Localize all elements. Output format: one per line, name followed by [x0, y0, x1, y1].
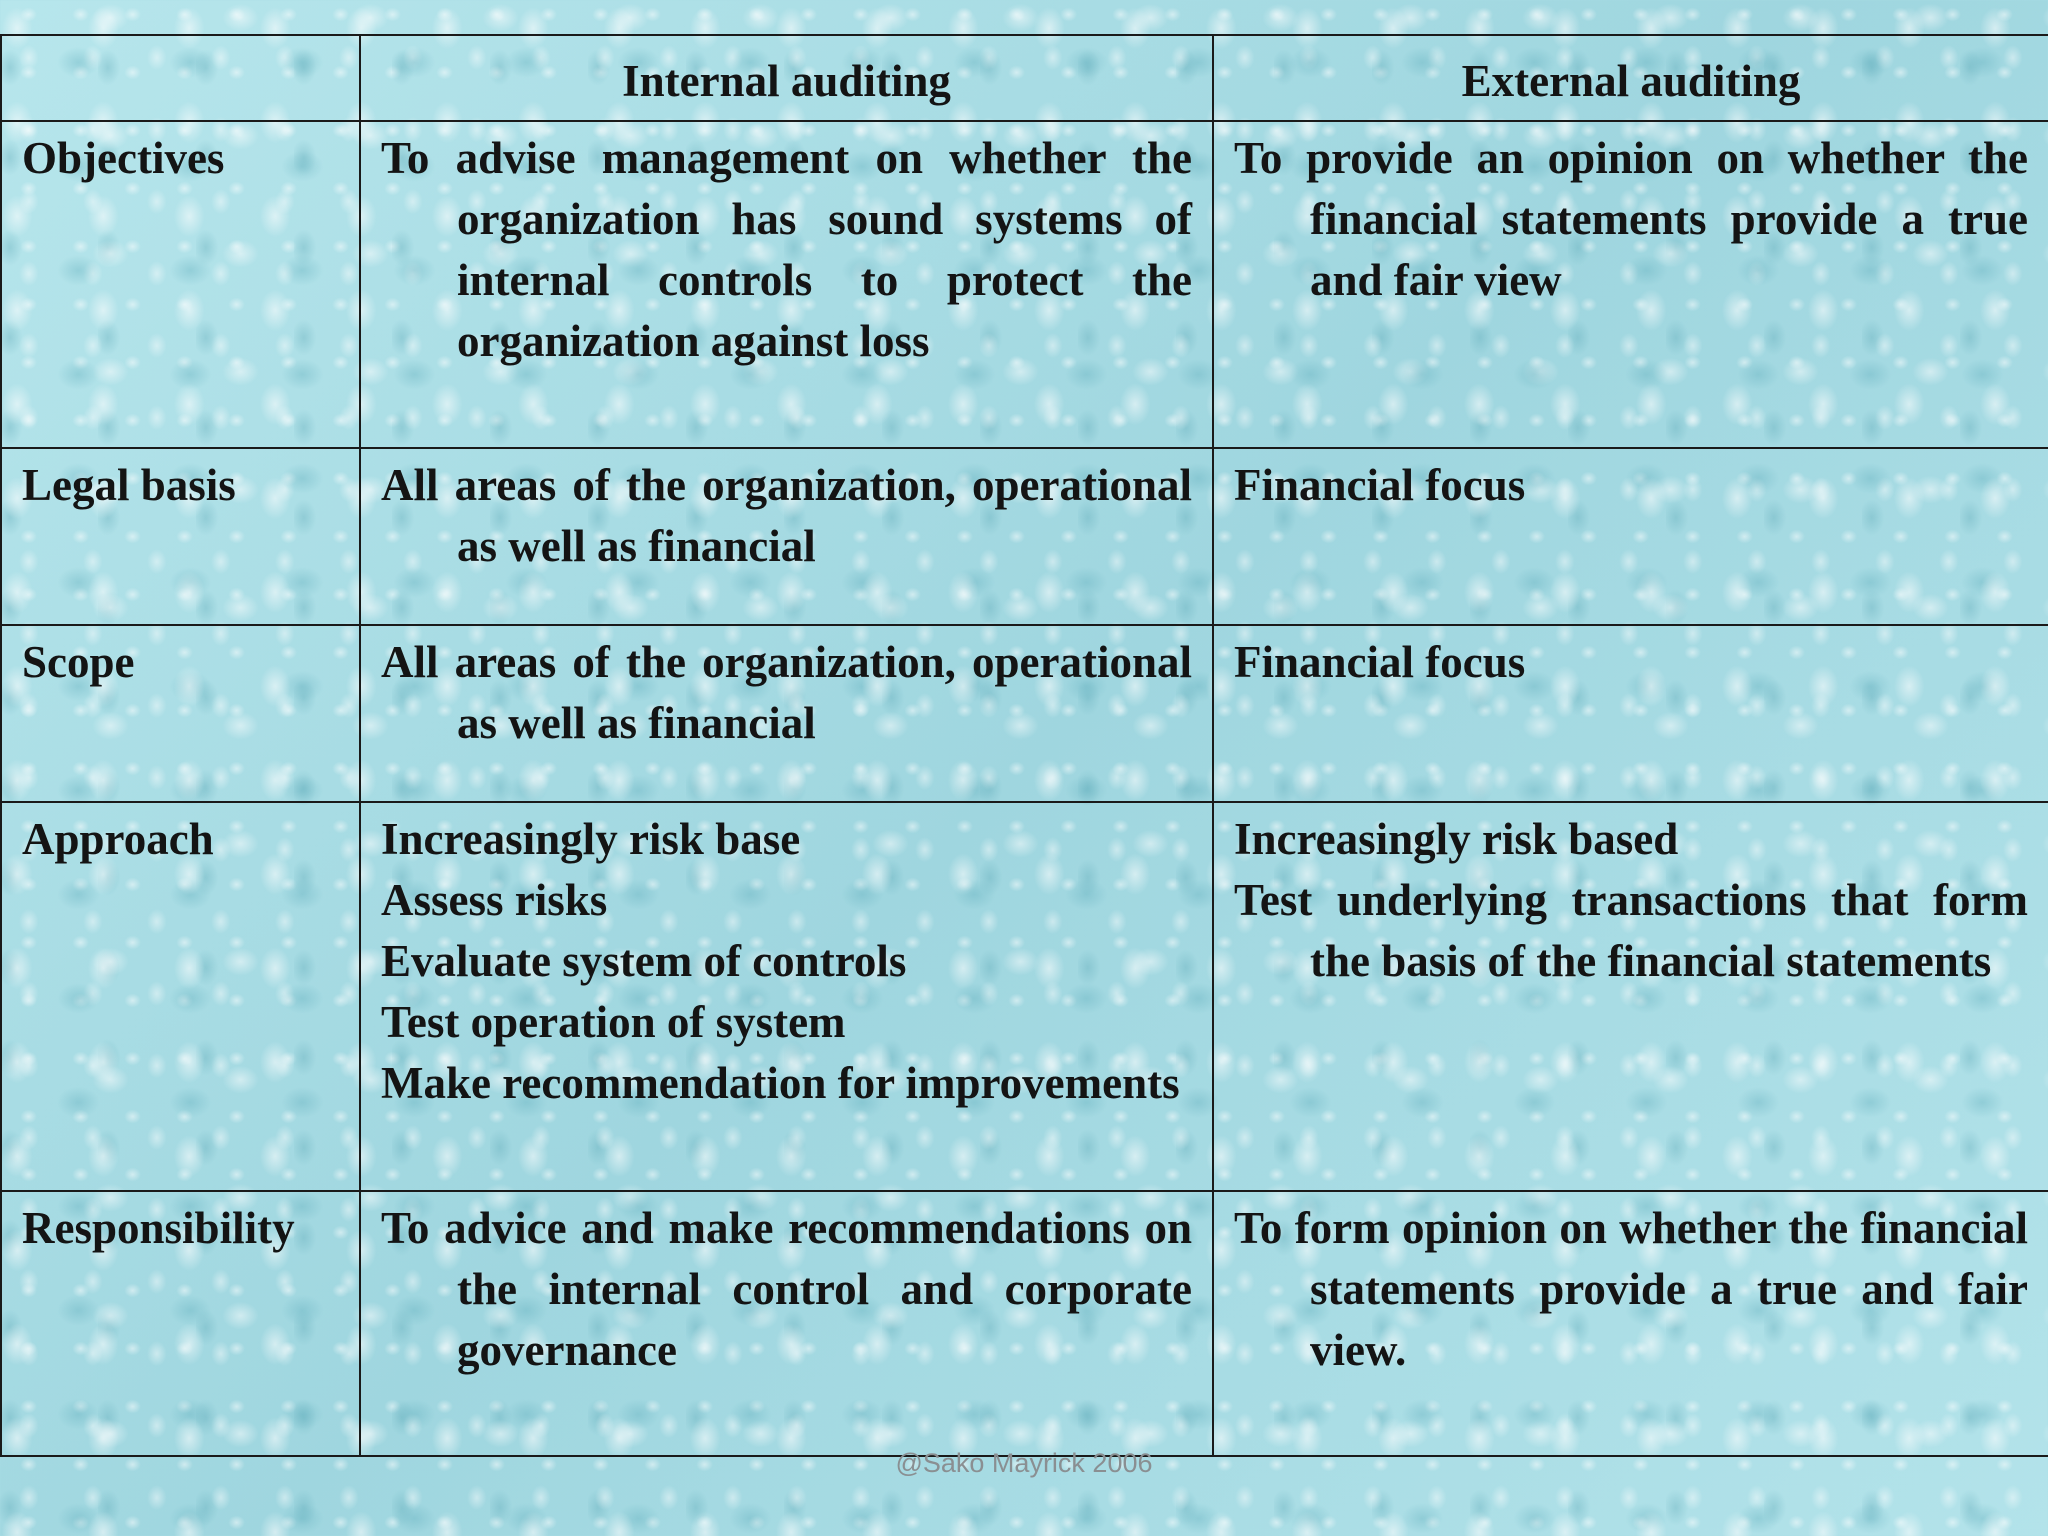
- cell-external-scope: [1213, 625, 2048, 802]
- cell-internal-scope: [360, 625, 1213, 802]
- row-objectives: [1, 121, 2048, 448]
- header-row: [1, 35, 2048, 121]
- cell-external-approach: [1213, 802, 2048, 1191]
- row-label-responsibility: Responsibility: [1, 1191, 360, 1456]
- header-internal-auditing: Internal auditing: [360, 35, 1213, 121]
- cell-text: To advise management on whether the organization has sound systems of internal controls to protect the organization against loss: [381, 133, 1192, 366]
- cell-external-responsibility: [1213, 1191, 2048, 1456]
- row-legal-basis: [1, 448, 2048, 625]
- header-external-auditing: External auditing: [1213, 35, 2048, 121]
- cell-text: Financial focus: [1234, 637, 1526, 687]
- cell-text: Financial focus: [1234, 460, 1526, 510]
- cell-text: All areas of the organization, operational as well as financial: [381, 460, 1192, 571]
- cell-text: To advice and make recommendations on the internal control and corporate governance: [381, 1203, 1192, 1375]
- row-approach: [1, 802, 2048, 1191]
- approach-external-line: Increasingly risk based: [1234, 814, 1679, 864]
- cell-external-objectives: [1213, 121, 2048, 448]
- cell-external-legal-basis: [1213, 448, 2048, 625]
- cell-internal-legal-basis: [360, 448, 1213, 625]
- row-responsibility: [1, 1191, 2048, 1456]
- approach-internal-line: Test operation of system: [381, 997, 846, 1047]
- cell-internal-objectives: [360, 121, 1213, 448]
- cell-text: All areas of the organization, operational as well as financial: [381, 637, 1192, 748]
- row-label-approach: Approach: [1, 802, 360, 1191]
- row-label-scope: Scope: [1, 625, 360, 802]
- header-blank-cell: [1, 35, 360, 121]
- row-label-objectives: Objectives: [1, 121, 360, 448]
- comparison-table: [0, 34, 2048, 1457]
- approach-internal-line: Assess risks: [381, 875, 608, 925]
- cell-text: To form opinion on whether the financial statements provide a true and fair view.: [1234, 1203, 2028, 1375]
- cell-internal-responsibility: [360, 1191, 1213, 1456]
- cell-text: To provide an opinion on whether the financial statements provide a true and fair view: [1234, 133, 2028, 305]
- cell-internal-approach: [360, 802, 1213, 1191]
- approach-internal-line: Make recommendation for improvements: [381, 1058, 1180, 1108]
- copyright-watermark: @Sako Mayrick 2006: [895, 1448, 1153, 1478]
- approach-internal-line: Increasingly risk base: [381, 814, 801, 864]
- row-label-legal-basis: Legal basis: [1, 448, 360, 625]
- row-scope: [1, 625, 2048, 802]
- approach-external-line: Test underlying transactions that form the basis of the financial statements: [1234, 875, 2028, 986]
- approach-internal-line: Evaluate system of controls: [381, 936, 907, 986]
